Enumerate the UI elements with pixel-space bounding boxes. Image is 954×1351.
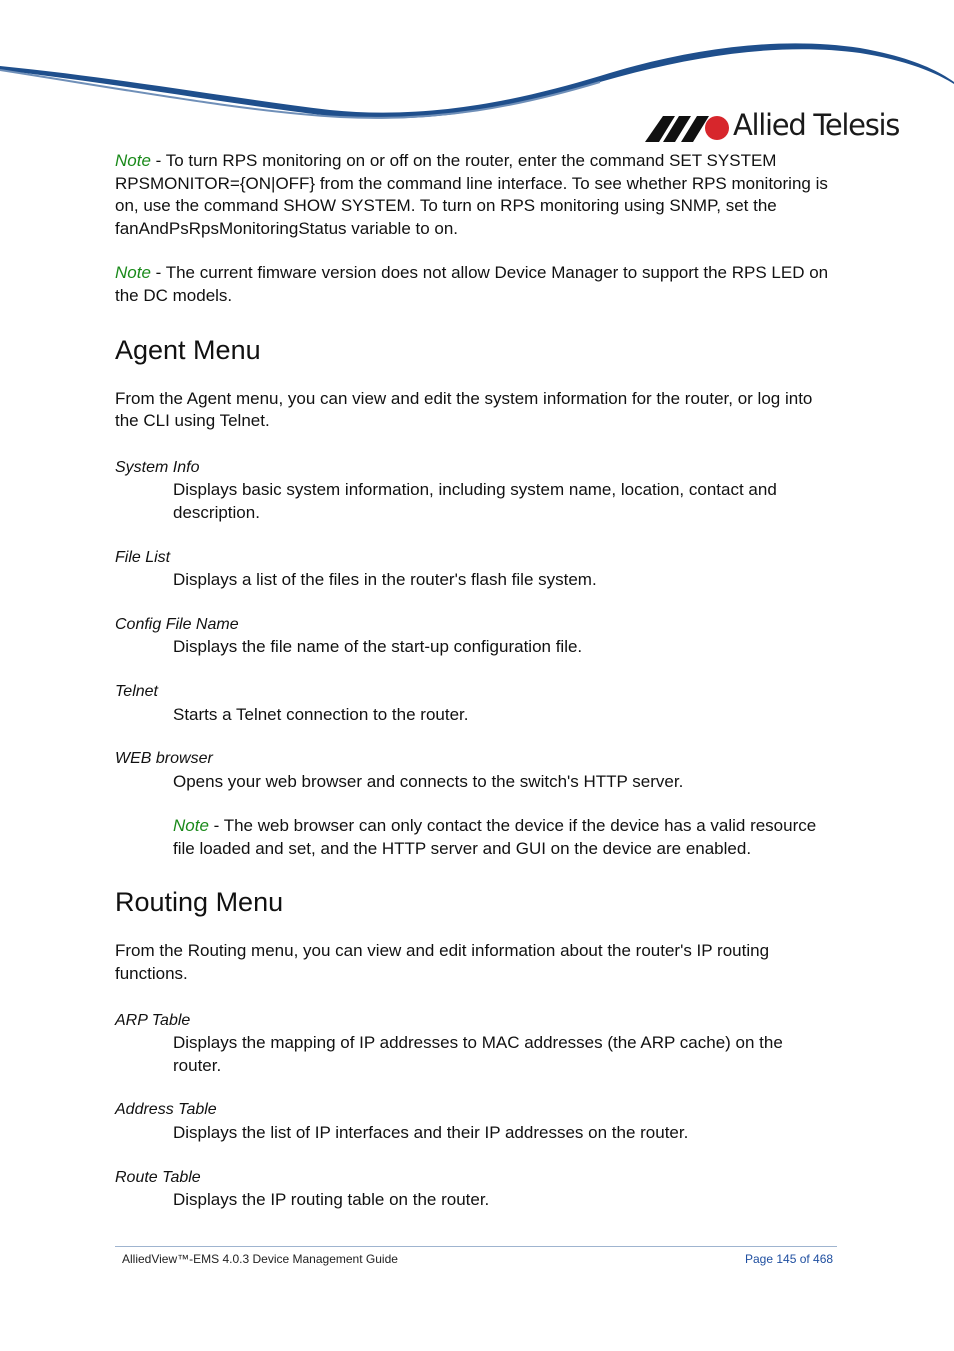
routing-menu-heading: Routing Menu bbox=[115, 887, 284, 918]
term-address-table: Address Table bbox=[115, 1101, 217, 1119]
term-file-list: File List bbox=[115, 548, 171, 566]
note-text: - The current fimware version does not allow Device Manager to support the RPS LED on the DC models. bbox=[115, 263, 829, 305]
logo-wordmark: Allied Telesis bbox=[733, 108, 900, 142]
term-config-file-name: Config File Name bbox=[115, 615, 239, 633]
note-text: - To turn RPS monitoring on or off on the router, enter the command SET SYSTEM RPSMONITOR={ON|OFF} from the command line interface. To see whether RPS monitoring is on, use the command SHOW SYSTEM. To turn on RPS monitoring using SNMP, set the fanAndPsRpsMonitoringStatus variable to on. bbox=[115, 151, 828, 238]
agent-menu-intro: From the Agent menu, you can view and edit the system information for the router, or log into the CLI using Telnet. bbox=[115, 388, 813, 431]
note-rps-monitoring bbox=[115, 150, 835, 240]
term-route-table: Route Table bbox=[115, 1168, 201, 1186]
document-body bbox=[115, 150, 835, 1212]
allied-telesis-logo bbox=[645, 108, 905, 148]
note-label: Note bbox=[115, 151, 151, 170]
note-label: Note bbox=[173, 816, 209, 836]
term-arp-table: ARP Table bbox=[115, 1011, 191, 1029]
note-text: - The web browser can only contact the device if the device has a valid resource file loaded and set, and the HTTP server and GUI on the device are enabled. bbox=[173, 816, 817, 858]
note-firmware bbox=[115, 262, 835, 307]
agent-menu-heading: Agent Menu bbox=[115, 334, 261, 365]
desc-web-browser: Opens your web browser and connects to the switch's HTTP server. bbox=[173, 771, 684, 791]
desc-arp-table: Displays the mapping of IP addresses to MAC addresses (the ARP cache) on the router. bbox=[173, 1033, 783, 1075]
term-system-info: System Info bbox=[115, 458, 200, 476]
footer-guide-title: AlliedView™-EMS 4.0.3 Device Management Guide bbox=[122, 1252, 398, 1266]
desc-file-list: Displays a list of the files in the router's flash file system. bbox=[173, 570, 597, 590]
footer-page-number: Page 145 of 468 bbox=[745, 1252, 834, 1266]
desc-config-file-name: Displays the file name of the start-up configuration file. bbox=[173, 637, 583, 657]
desc-route-table: Displays the IP routing table on the router. bbox=[173, 1190, 490, 1210]
note-web-browser bbox=[173, 815, 835, 860]
term-web-browser: WEB browser bbox=[115, 750, 213, 768]
footer-divider bbox=[115, 1246, 837, 1247]
term-telnet: Telnet bbox=[115, 682, 158, 700]
desc-address-table: Displays the list of IP interfaces and their IP addresses on the router. bbox=[173, 1123, 689, 1143]
note-label: Note bbox=[115, 263, 151, 283]
logo-mark-icon bbox=[645, 114, 731, 144]
desc-telnet: Starts a Telnet connection to the router. bbox=[173, 704, 469, 724]
desc-system-info: Displays basic system information, including system name, location, contact and description. bbox=[173, 480, 777, 522]
routing-menu-intro: From the Routing menu, you can view and edit information about the router's IP routing functions. bbox=[115, 941, 770, 984]
